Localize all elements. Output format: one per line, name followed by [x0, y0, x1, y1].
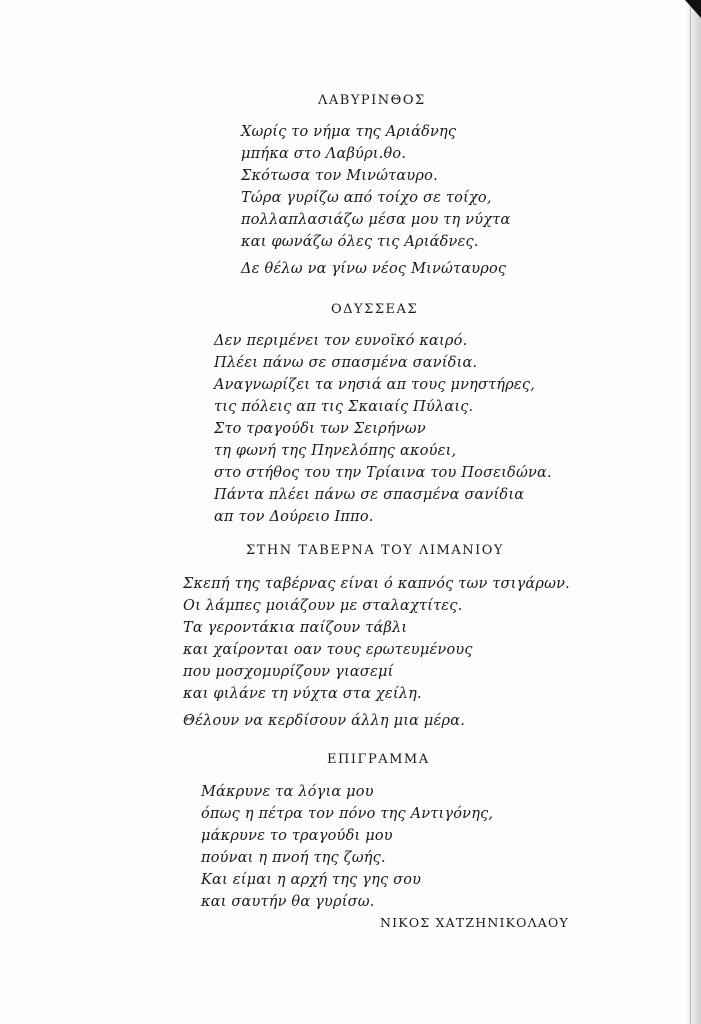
poem-title-labyrinthos: ΛΑΒΥΡΙΝΘΟΣ — [318, 93, 426, 108]
poem-line: πολλαπλασιάζω μέσα μου τη νύχτα — [241, 212, 511, 228]
poem-line: απ τον Δούρειο Ιππο. — [214, 509, 374, 525]
poem-line: Στο τραγούδι των Σειρήνων — [214, 421, 426, 437]
poem-body-taverna — [183, 573, 570, 705]
page-edge-line — [690, 0, 691, 1024]
poem-line: Οι λάμπες μοιάζουν με σταλαχτίτες. — [183, 598, 463, 614]
page-edge-shadow — [685, 0, 701, 1024]
poem-line: και φωνάζω όλες τις Αριάδνες. — [241, 234, 479, 250]
poem-line: Αναγνωρίζει τα νησιά απ τους μνηστήρες, — [214, 377, 536, 393]
poem-title-taverna: ΣΤΗΝ ΤΑΒΕΡΝΑ ΤΟΥ ΛΙΜΑΝΙΟΥ — [246, 543, 504, 558]
poem-line: Χωρίς το νήμα της Αριάδνης — [241, 124, 457, 140]
poem-line: όπως η πέτρα τον πόνο της Αντιγόνης, — [201, 806, 494, 822]
poem-line: τις πόλεις απ τις Σκαιαίς Πύλαις. — [214, 399, 474, 415]
poem-line: Σκεπή της ταβέρνας είναι ό καπνός των τσιγάρων. — [183, 576, 570, 592]
poem-line: Δεν περιμένει τον ευνοϊκό καιρό. — [214, 333, 468, 349]
poem-body-odysseas — [214, 330, 552, 528]
poem-line: και χαίρονται οαν τους ερωτευμένους — [183, 642, 473, 658]
poem-line: και σαυτήν θα γυρίσω. — [201, 894, 375, 910]
poem-line: στο στήθος του την Τρίαινα του Ποσειδώνα. — [214, 465, 552, 481]
poem-line: πούναι η πνοή της ζωής. — [201, 850, 386, 866]
poem-line: και φιλάνε τη νύχτα στα χείλη. — [183, 686, 422, 702]
poem-line: Σκότωσα τον Μινώταυρο. — [241, 168, 438, 184]
poem-closing-labyrinthos: Δε θέλω να γίνω νέος Μινώταυρος — [241, 261, 507, 277]
poem-line: Πλέει πάνω σε σπασμένα σανίδια. — [214, 355, 478, 371]
poem-line: Μάκρυνε τα λόγια μου — [201, 784, 374, 800]
poem-line: Πάντα πλέει πάνω σε σπασμένα σανίδια — [214, 487, 525, 503]
poem-closing-taverna: Θέλουν να κερδίσουν άλλη μια μέρα. — [183, 713, 466, 729]
poem-line: μπήκα στο Λαβύρι.θο. — [241, 146, 407, 162]
poem-title-odysseas: ΟΔΥΣΣΕΑΣ — [331, 302, 419, 317]
poem-line: μάκρυνε το τραγούδι μου — [201, 828, 393, 844]
poem-body-epigramma — [201, 781, 493, 913]
poem-line: που μοσχομυρίζουν γιασεμί — [183, 664, 394, 680]
poem-line: Τα γεροντάκια παίζουν τάβλι — [183, 620, 408, 636]
poem-line: τη φωνή της Πηνελόπης ακούει, — [214, 443, 457, 459]
poem-line: Τώρα γυρίζω από τοίχο σε τοίχο, — [241, 190, 492, 206]
author-name: ΝΙΚΟΣ ΧΑΤΖΗΝΙΚΟΛΑΟΥ — [380, 915, 569, 930]
corner-mark — [685, 0, 701, 18]
poem-line: Και είμαι η αρχή της γης σου — [201, 872, 422, 888]
poem-title-epigramma: ΕΠΙΓΡΑΜΜΑ — [327, 752, 430, 767]
poem-body-labyrinthos — [241, 121, 510, 253]
